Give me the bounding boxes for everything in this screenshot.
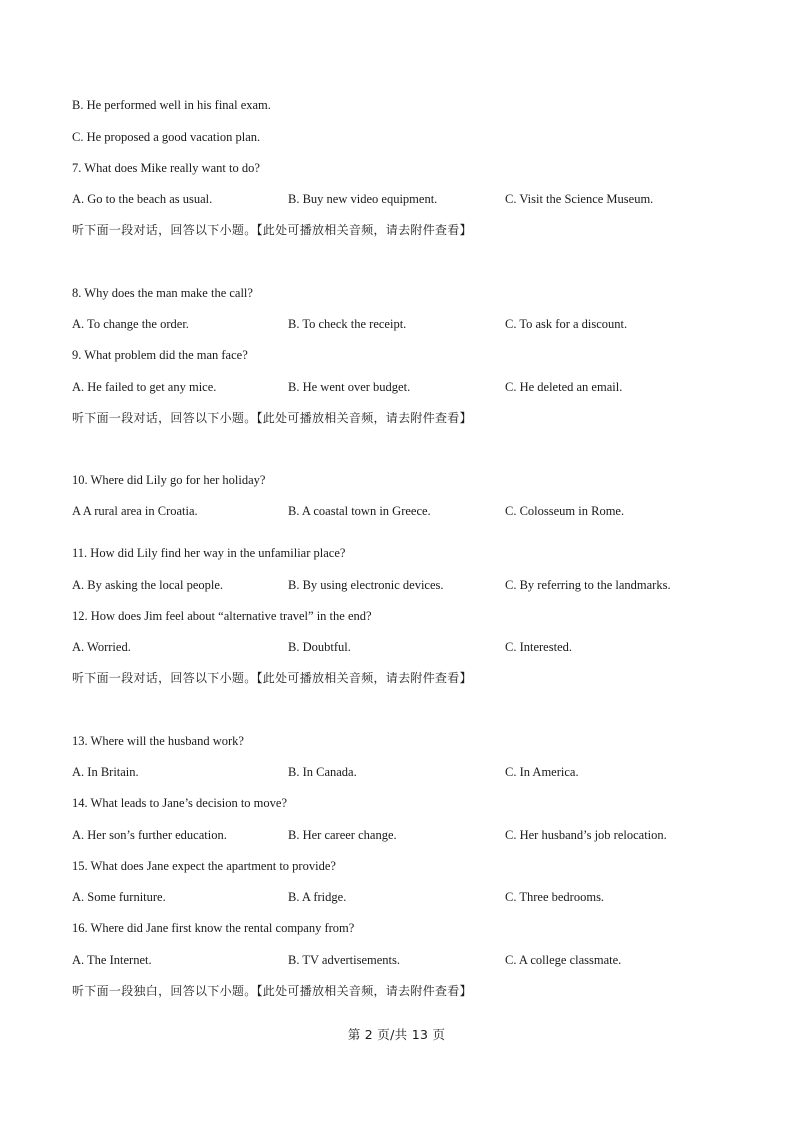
q16-option-c: C. A college classmate.	[505, 953, 622, 967]
q10-option-b: B. A coastal town in Greece.	[288, 504, 431, 518]
q11-option-c: C. By referring to the landmarks.	[505, 578, 671, 592]
q16-option-b: B. TV advertisements.	[288, 953, 401, 967]
question-13: 13. Where will the husband work?	[72, 734, 244, 748]
instruction-monologue: 听下面一段独白，回答以下小题。【此处可播放相关音频，请去附件查看】	[72, 984, 472, 998]
question-11: 11. How did Lily find her way in the unfamiliar place?	[72, 546, 346, 560]
q7-option-b: B. Buy new video equipment.	[288, 192, 438, 206]
instruction-dialogue-2: 听下面一段对话，回答以下小题。【此处可播放相关音频，请去附件查看】	[72, 411, 472, 425]
question-14: 14. What leads to Jane’s decision to move?	[72, 796, 287, 810]
question-12: 12. How does Jim feel about “alternative travel” in the end?	[72, 609, 372, 623]
question-10: 10. Where did Lily go for her holiday?	[72, 473, 266, 487]
q15-option-b: B. A fridge.	[288, 890, 347, 904]
q15-option-c: C. Three bedrooms.	[505, 890, 605, 904]
q14-option-a: A. Her son’s further education.	[72, 828, 227, 842]
q9-option-a: A. He failed to get any mice.	[72, 380, 217, 394]
page-number-footer: 第 2 页/共 13 页	[347, 1027, 446, 1042]
q12-option-c: C. Interested.	[505, 640, 572, 654]
q10-option-a: A A rural area in Croatia.	[72, 504, 198, 518]
question-8: 8. Why does the man make the call?	[72, 286, 253, 300]
q12-option-b: B. Doubtful.	[288, 640, 351, 654]
question-9: 9. What problem did the man face?	[72, 348, 248, 362]
q12-option-a: A. Worried.	[72, 640, 131, 654]
q16-option-a: A. The Internet.	[72, 953, 152, 967]
q10-option-c: C. Colosseum in Rome.	[505, 504, 625, 518]
question-7: 7. What does Mike really want to do?	[72, 161, 260, 175]
q11-option-a: A. By asking the local people.	[72, 578, 224, 592]
q7-option-c: C. Visit the Science Museum.	[505, 192, 654, 206]
q14-option-b: B. Her career change.	[288, 828, 397, 842]
question-15: 15. What does Jane expect the apartment to provide?	[72, 859, 336, 873]
instruction-dialogue-1: 听下面一段对话，回答以下小题。【此处可播放相关音频，请去附件查看】	[72, 223, 472, 237]
q6-option-b: B. He performed well in his final exam.	[72, 98, 271, 112]
q6-option-c: C. He proposed a good vacation plan.	[72, 130, 261, 144]
instruction-dialogue-3: 听下面一段对话，回答以下小题。【此处可播放相关音频，请去附件查看】	[72, 671, 472, 685]
q13-option-b: B. In Canada.	[288, 765, 357, 779]
question-16: 16. Where did Jane first know the rental company from?	[72, 921, 355, 935]
q9-option-c: C. He deleted an email.	[505, 380, 623, 394]
q13-option-a: A. In Britain.	[72, 765, 139, 779]
q15-option-a: A. Some furniture.	[72, 890, 166, 904]
q9-option-b: B. He went over budget.	[288, 380, 411, 394]
q7-option-a: A. Go to the beach as usual.	[72, 192, 213, 206]
q14-option-c: C. Her husband’s job relocation.	[505, 828, 667, 842]
q11-option-b: B. By using electronic devices.	[288, 578, 444, 592]
q8-option-c: C. To ask for a discount.	[505, 317, 628, 331]
q8-option-b: B. To check the receipt.	[288, 317, 407, 331]
q8-option-a: A. To change the order.	[72, 317, 189, 331]
q13-option-c: C. In America.	[505, 765, 579, 779]
